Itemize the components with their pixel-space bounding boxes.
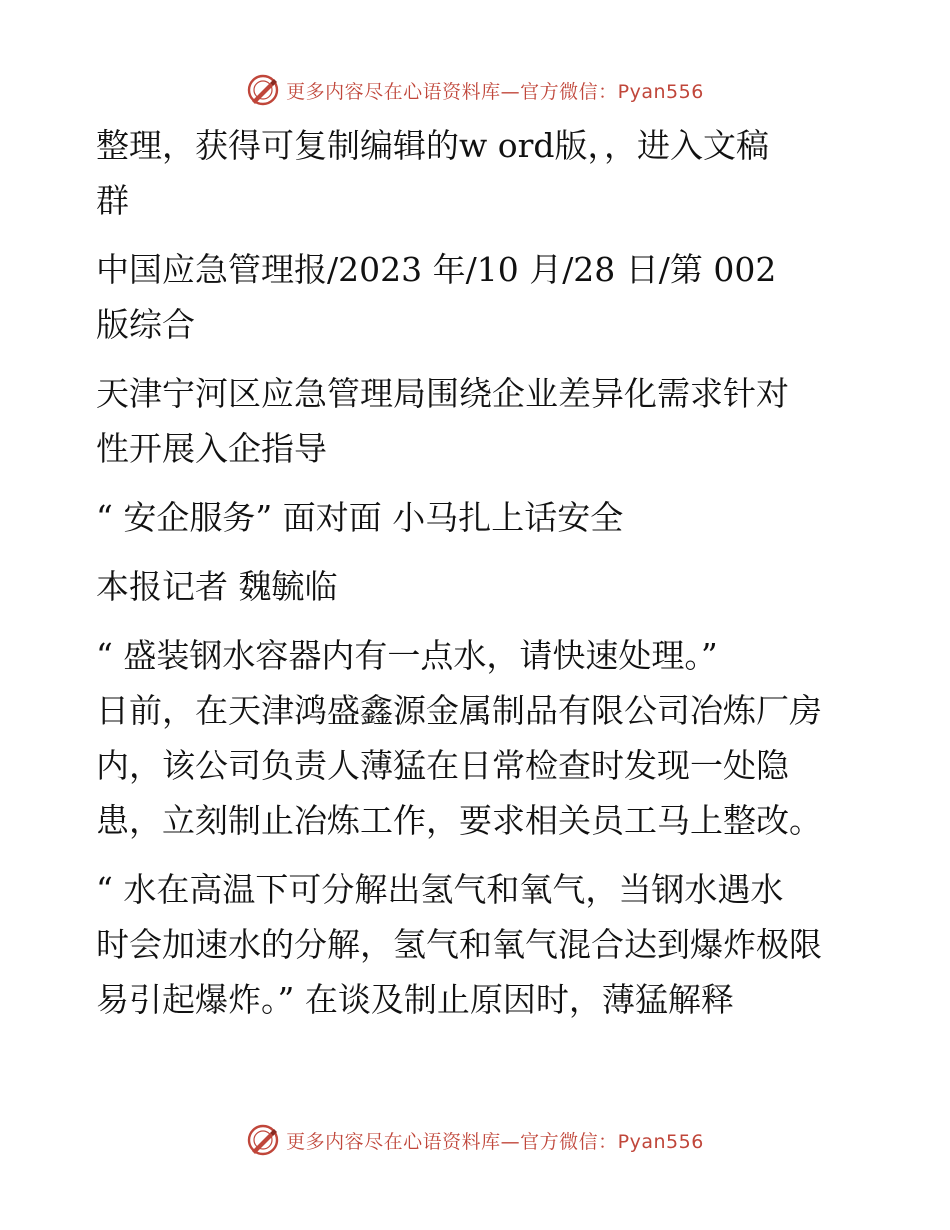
text-line: 易引起爆炸。” 在谈及制止原因时，薄猛解释 (96, 980, 734, 1019)
text-line: 时会加速水的分解，氢气和氧气混合达到爆炸极限 (96, 925, 822, 964)
text-line: “ 水在高温下可分解出氢气和氧气，当钢水遇水 (96, 870, 784, 909)
banner-text: 更多内容尽在心语资料库—官方微信：Pyan556 (286, 80, 704, 103)
text-line: 本报记者 魏毓临 (96, 567, 338, 606)
text-line: “ 盛装钢水容器内有一点水，请快速处理。” (96, 636, 718, 675)
paragraph-5 (96, 559, 856, 614)
paragraph-1 (96, 118, 856, 228)
pen-seal-icon (246, 1123, 280, 1157)
document-body (96, 118, 856, 1027)
text-line: 中国应急管理报/2023 年/10 月/28 日/第 002 (96, 250, 777, 289)
pen-seal-icon (246, 73, 280, 107)
text-line: 日前，在天津鸿盛鑫源金属制品有限公司冶炼厂房 (96, 691, 822, 730)
text-line: 性开展入企指导 (96, 429, 327, 468)
text-line: 整理，获得可复制编辑的w ord版，，进入文稿 (96, 126, 770, 165)
text-line: 版综合 (96, 305, 195, 344)
text-line: 内，该公司负责人薄猛在日常检查时发现一处隐 (96, 746, 789, 785)
text-line: 患，立刻制止冶炼工作，要求相关员工马上整改。 (96, 801, 822, 840)
header-banner (0, 70, 950, 110)
footer-banner (0, 1120, 950, 1160)
paragraph-6 (96, 628, 856, 848)
paragraph-3 (96, 366, 856, 476)
text-line: 天津宁河区应急管理局围绕企业差异化需求针对 (96, 374, 789, 413)
paragraph-7 (96, 862, 856, 1027)
paragraph-4 (96, 490, 856, 545)
banner-text: 更多内容尽在心语资料库—官方微信：Pyan556 (286, 1130, 704, 1153)
paragraph-2 (96, 242, 856, 352)
text-line: “ 安企服务” 面对面 小马扎上话安全 (96, 498, 624, 537)
text-line: 群 (96, 181, 129, 220)
